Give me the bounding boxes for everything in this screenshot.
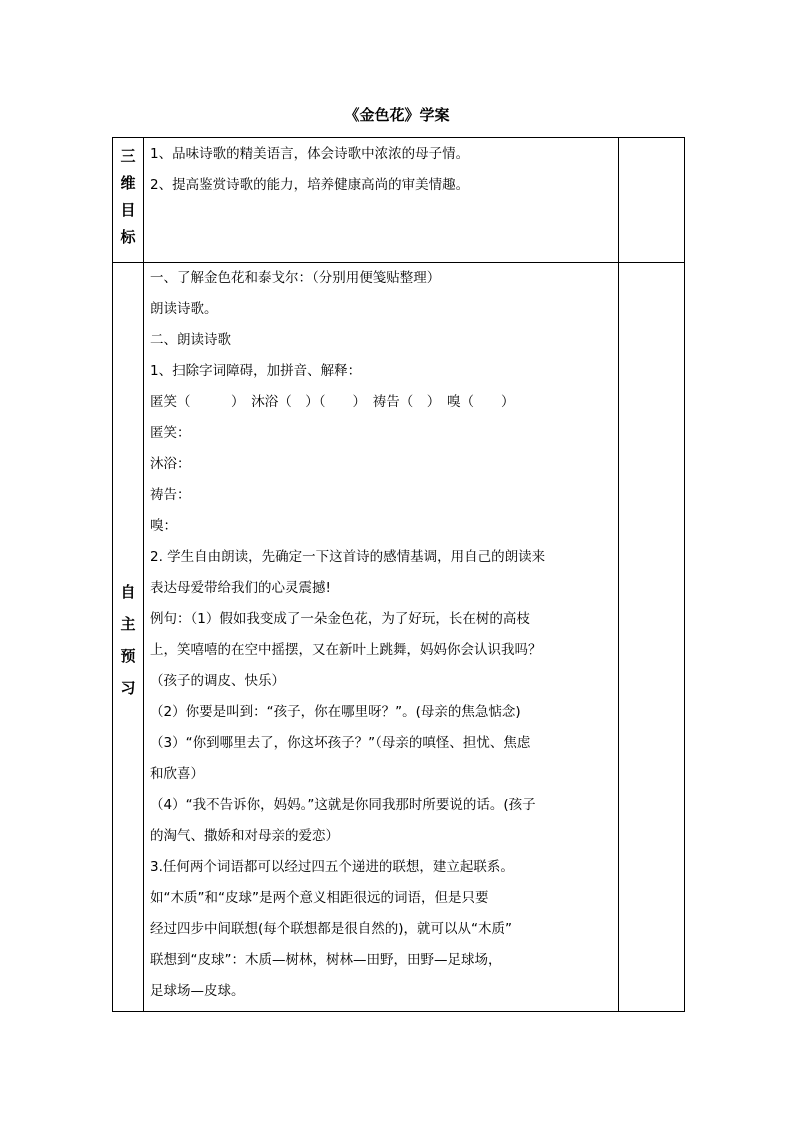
text-line: 经过四步中间联想(每个联想都是很自然的)，就可以从“木质”: [150, 921, 513, 937]
notes-cell: [619, 263, 685, 1012]
objectives-row: [113, 138, 685, 263]
text-line: 足球场—皮球。: [150, 983, 245, 999]
text-line: 一、了解金色花和泰戈尔：（分别用便笺贴整理）: [150, 270, 441, 286]
text-line: 联想到“皮球”：木质—树林，树林—田野，田野—足球场，: [150, 952, 502, 968]
text-line: 的淘气、撒娇和对母亲的爱恋）: [150, 828, 339, 844]
text-line: （2）你要是叫到：“孩子，你在哪里呀？”。(母亲的焦急惦念): [150, 704, 521, 720]
label-char: 标: [120, 228, 136, 246]
fill-in-line: 匿笑（ ） 沐浴（ ）（ ） 祷告（ ） 嗅（ ）: [150, 394, 515, 410]
text-line: 和欣喜）: [150, 766, 204, 782]
preview-content-cell: [144, 263, 619, 1012]
label-char: 维: [120, 174, 136, 192]
text-line: 如“木质”和“皮球”是两个意义相距很远的词语，但是只要: [150, 890, 489, 906]
text-line: （3）“你到哪里去了，你这坏孩子？”（母亲的嗔怪、担忧、焦虑: [150, 735, 531, 751]
objectives-label-cell: [113, 138, 144, 263]
text-line: 3.任何两个词语都可以经过四五个递进的联想，建立起联系。: [150, 859, 514, 875]
preview-row: [113, 263, 685, 1012]
label-char: 预: [120, 647, 136, 665]
label-char: 主: [120, 615, 136, 633]
text-line: 上，笑嘻嘻的在空中摇摆，又在新叶上跳舞，妈妈你会认识我吗？: [150, 642, 542, 658]
notes-cell: [619, 138, 685, 263]
text-line: 祷告：: [150, 487, 191, 503]
preview-label-cell: [113, 263, 144, 1012]
objectives-content-cell: [144, 138, 619, 263]
label-char: 习: [120, 679, 136, 697]
objective-line: 2、提高鉴赏诗歌的能力，培养健康高尚的审美情趣。: [150, 177, 470, 193]
label-char: 自: [120, 583, 136, 601]
text-line: 例句：（1）假如我变成了一朵金色花，为了好玩，长在树的高枝: [150, 611, 530, 627]
text-line: （孩子的调皮、快乐）: [150, 673, 285, 689]
text-line: 二、朗读诗歌: [150, 332, 231, 348]
text-line: 沐浴：: [150, 456, 191, 472]
label-char: 目: [120, 201, 136, 219]
text-line: 表达母爱带给我们的心灵震撼!: [150, 580, 331, 596]
objective-line: 1、品味诗歌的精美语言，体会诗歌中浓浓的母子情。: [150, 146, 470, 162]
text-line: 嗅：: [150, 518, 177, 534]
page-title: 《金色花》学案: [344, 106, 450, 124]
text-line: 2. 学生自由朗读，先确定一下这首诗的感情基调，用自己的朗读来: [150, 549, 546, 565]
text-line: 匿笑：: [150, 425, 191, 441]
label-char: 三: [120, 147, 136, 165]
text-line: 1、扫除字词障碍，加拼音、解释：: [150, 363, 362, 379]
text-line: 朗读诗歌。: [150, 301, 218, 317]
text-line: （4）“我不告诉你，妈妈。”这就是你同我那时所要说的话。(孩子: [150, 797, 536, 813]
study-sheet-table: [112, 137, 685, 1012]
